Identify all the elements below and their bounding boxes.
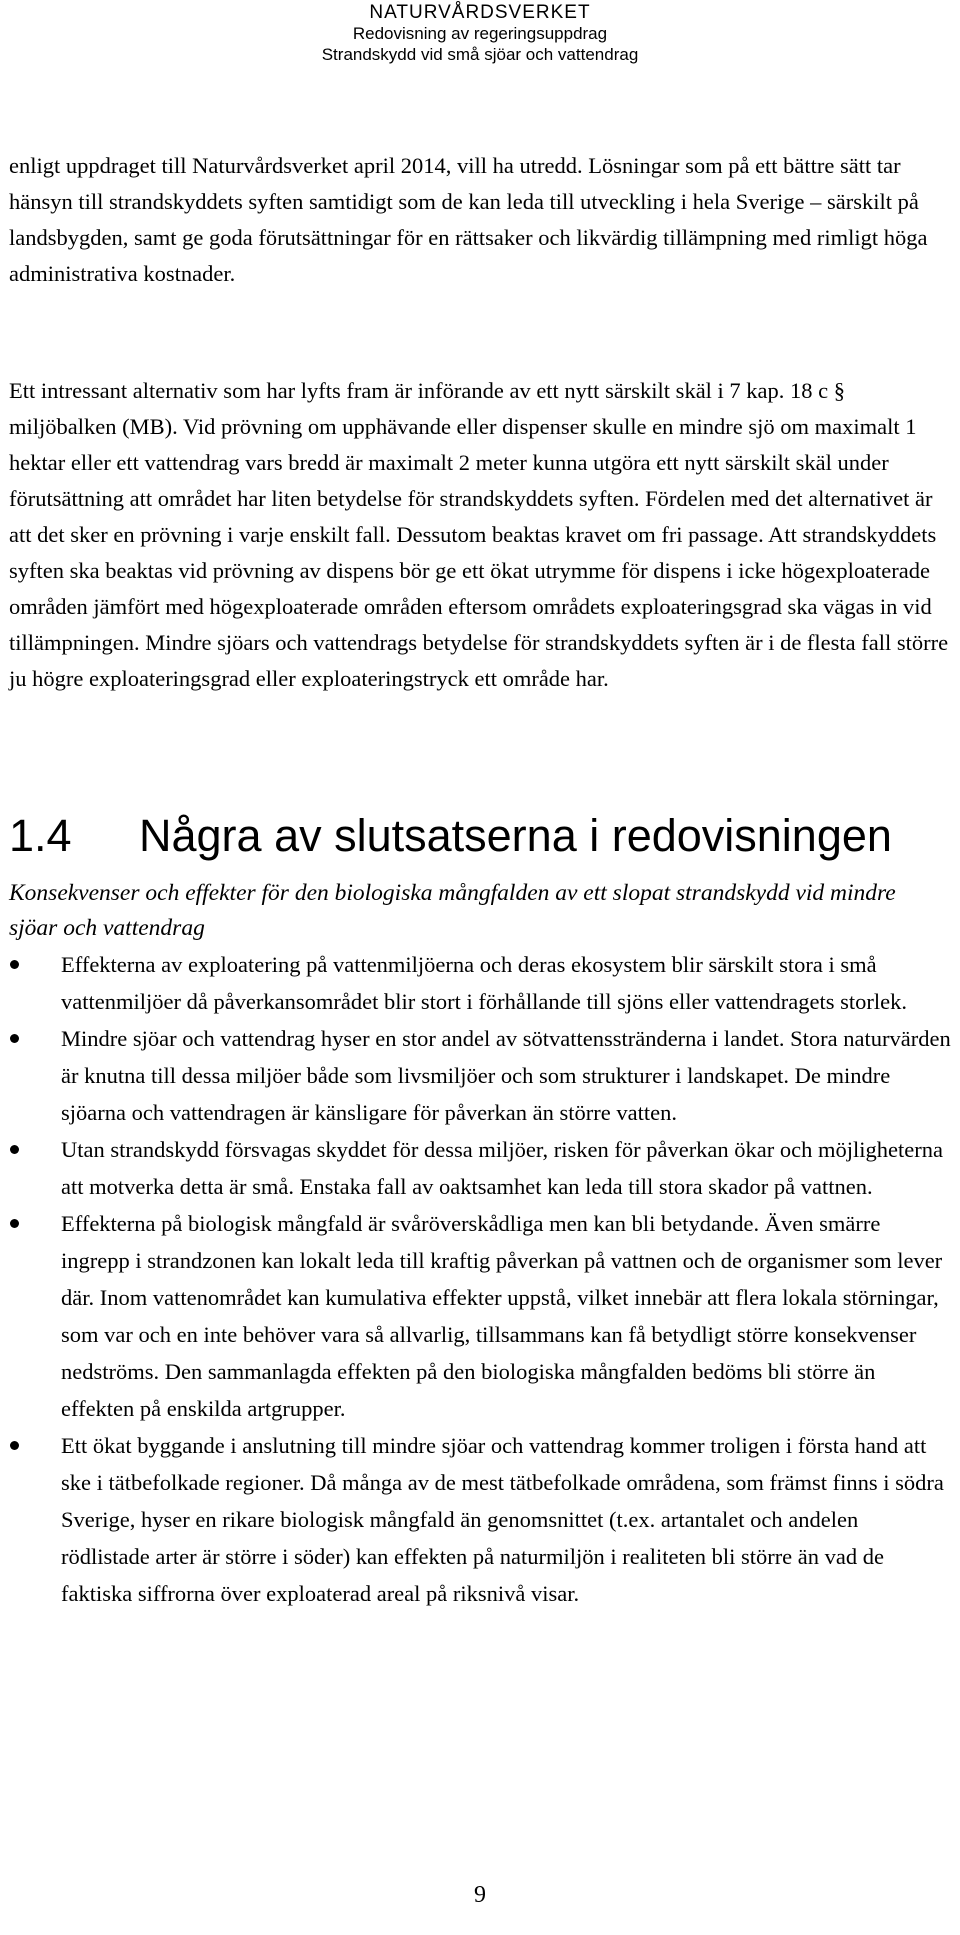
paragraph-1-text: enligt uppdraget till Naturvårdsverket april 2014, vill ha utredd. Lösningar som på ett bättre sätt tar hänsyn till strandskyddets syften samtidigt som de kan leda till utveckling i hela Sverige – särskilt på landsbygden, samt ge goda förutsättningar för en rättsaker och likvärdig tillämpning med rimligt höga administrativa kostnader.: [9, 153, 928, 286]
list-item-text: Effekterna av exploatering på vattenmiljöerna och deras ekosystem blir särskilt stora i små vattenmiljöer då påverkansområdet blir stort i förhållande till sjöns eller vattendragets storlek.: [61, 952, 907, 1014]
list-item: [0, 1020, 960, 1131]
conclusion-list: [0, 946, 960, 1612]
list-item-text: Ett ökat byggande i anslutning till mindre sjöar och vattendrag kommer troligen i första hand att ske i tätbefolkade regioner. Då många av de mest tätbefolkade områdena, som främst finns i södra Sverige, hyser en rikare biologisk mångfald än genomsnittet (t.ex. artantalet och andelen rödlistade arter är större i söder) kan effekten på naturmiljön i realiteten bli större än vad de faktiska siffrorna över exploaterad areal på riksnivå visar.: [61, 1433, 944, 1606]
paragraph-2-text: Ett intressant alternativ som har lyfts fram är införande av ett nytt särskilt skäl i 7 kap. 18 c § miljöbalken (MB). Vid prövning om upphävande eller dispenser skulle en mindre sjö om maximalt 1 hektar eller ett vattendrag vars bredd är maximalt 2 meter kunna utgöra ett nytt särskilt skäl under förutsättning att området har liten betydelse för strandskyddets syften. Fördelen med det alternativet är att det sker en prövning i varje enskilt fall. Dessutom beaktas kravet om fri passage. Att strandskyddets syften ska beaktas vid prövning av dispens bör ge ett ökat utrymme för dispens i icke högexploaterade områden jämfört med högexploaterade områden eftersom områdets exploateringsgrad ska vägas in vid tillämpningen. Mindre sjöars och vattendrags betydelse för strandskyddets syften är i de flesta fall större ju högre exploateringsgrad eller exploateringstryck ett område har.: [9, 378, 949, 691]
section-heading: [9, 808, 949, 864]
list-item: [0, 1427, 960, 1612]
header-report-type: Redovisning av regeringsuppdrag: [352, 24, 608, 43]
bullet-icon: [10, 1145, 19, 1154]
section-subheading: Konsekvenser och effekter för den biologiska mångfalden av ett slopat strandskydd vid mindre sjöar och vattendrag: [9, 880, 896, 941]
header-report-title: Strandskydd vid små sjöar och vattendrag: [321, 45, 639, 64]
list-item-text: Effekterna på biologisk mångfald är svåröverskådliga men kan bli betydande. Även smärre ingrepp i strandzonen kan lokalt leda till kraftig påverkan på vattnen och de organismer som lever där. Inom vattenområdet kan kumulativa effekter uppstå, vilket innebär att flera lokala störningar, som var och en inte behöver vara så allvarlig, tillsammans kan få betydligt större konsekvenser nedströms. Den sammanlagda effekten på den biologiska mångfalden bedöms bli större än effekten på enskilda artgrupper.: [61, 1211, 943, 1421]
bullet-icon: [10, 1034, 19, 1043]
bullet-icon: [10, 1441, 19, 1450]
header-organization: NATURVÅRDSVERKET: [369, 2, 591, 23]
list-item: [0, 1131, 960, 1205]
section-number: 1.4: [9, 810, 72, 861]
list-item-text: Mindre sjöar och vattendrag hyser en stor andel av sötvattensstränderna i landet. Stora naturvärden är knutna till dessa miljöer både som livsmiljöer och som strukturer i landskapet. De mindre sjöarna och vattendragen är känsligare för påverkan än större vatten.: [61, 1026, 951, 1125]
list-item: [0, 946, 960, 1020]
list-item-text: Utan strandskydd försvagas skyddet för dessa miljöer, risken för påverkan ökar och möjligheterna att motverka detta är små. Enstaka fall av oaktsamhet kan leda till stora skador på vattnen.: [61, 1137, 943, 1199]
paragraph-2: [9, 373, 949, 697]
list-item: [0, 1205, 960, 1427]
page-number: 9: [474, 1882, 486, 1908]
bullet-icon: [10, 1219, 19, 1228]
section-title: Några av slutsatserna i redovisningen: [139, 810, 892, 861]
paragraph-1: [9, 148, 949, 292]
bullet-icon: [10, 960, 19, 969]
page-header: [0, 2, 960, 65]
